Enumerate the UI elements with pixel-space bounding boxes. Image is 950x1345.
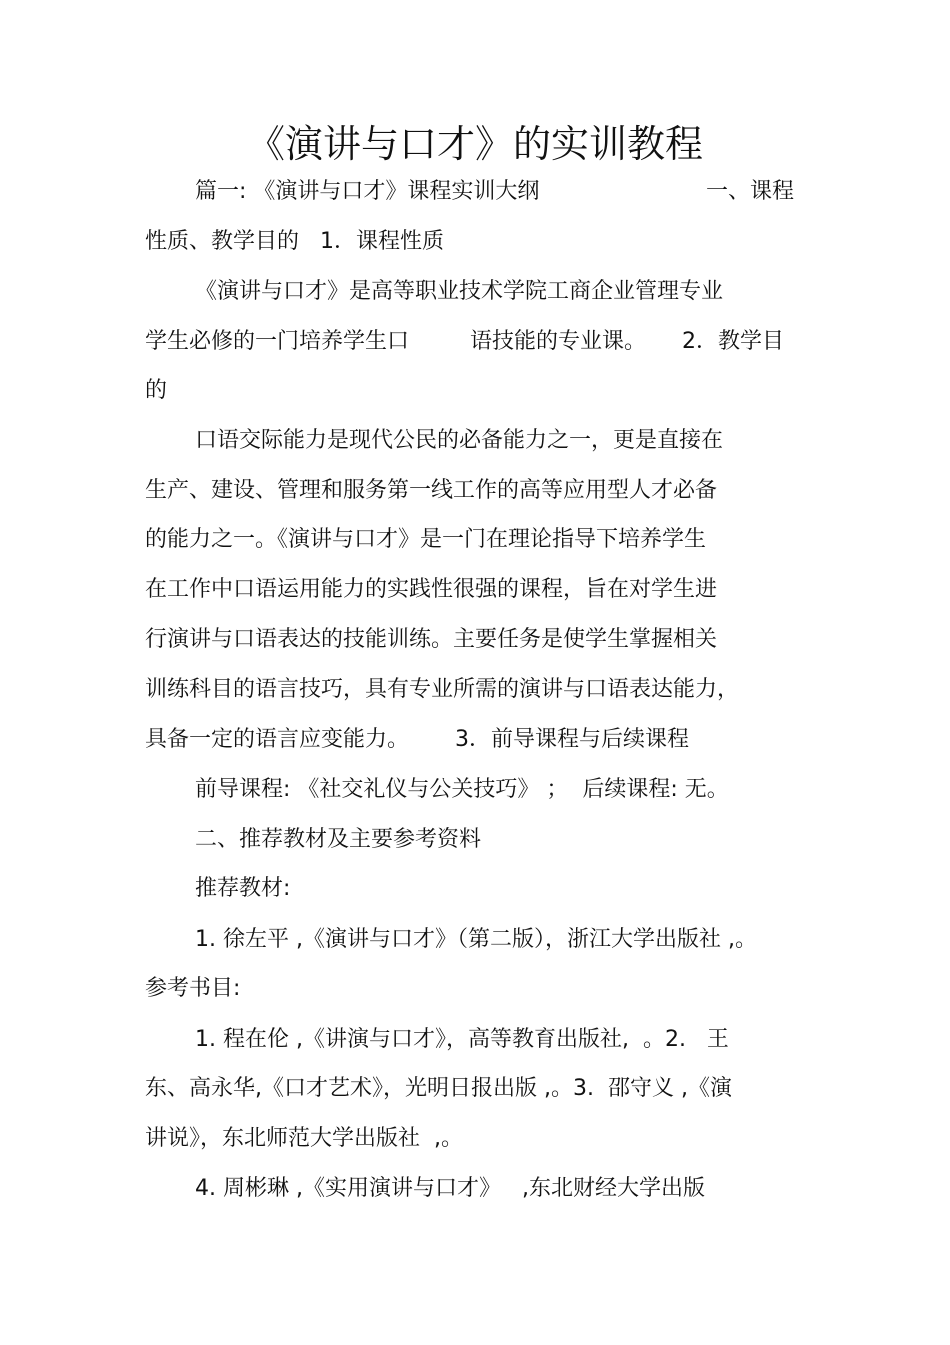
paragraph-line: 篇一: 《演讲与口才》课程实训大纲: [195, 179, 540, 204]
document-title: 《演讲与口才》的实训教程: [246, 122, 703, 166]
paragraph-line: 口语交际能力是现代公民的必备能力之一，更是直接在: [195, 428, 724, 453]
paragraph-line: 推荐教材:: [195, 876, 291, 901]
paragraph-line: 一、课程: [706, 179, 795, 204]
paragraph-line: 东、高永华,《口才艺术》，光明日报出版 ,。3. 邵守义 ,《演: [145, 1076, 732, 1101]
paragraph-line: 讲说》，东北师范大学出版社 ,。: [145, 1126, 463, 1151]
paragraph-line: 2．教学目: [682, 329, 784, 354]
paragraph-line: 行演讲与口语表达的技能训练。主要任务是使学生掌握相关: [145, 627, 718, 652]
paragraph-line: 在工作中口语运用能力的实践性很强的课程，旨在对学生进: [145, 577, 718, 602]
paragraph-line: 前导课程: 《社交礼仪与公关技巧》 ； 后续课程: 无。: [195, 777, 729, 802]
paragraph-line: 训练科目的语言技巧，具有专业所需的演讲与口语表达能力，: [145, 677, 740, 702]
paragraph-line: 1. 徐左平 ,《演讲与口才》（第二版），浙江大学出版社 ,。: [195, 927, 757, 952]
paragraph-line: 参考书目:: [145, 976, 241, 1001]
paragraph-line: 3．前导课程与后续课程: [455, 727, 689, 752]
paragraph-line: 《演讲与口才》是高等职业技术学院工商企业管理专业: [195, 279, 724, 304]
paragraph-line: 1. 程在伦 ,《讲演与口才》，高等教育出版社, 。2. 王: [195, 1027, 729, 1052]
paragraph-line: 性质、教学目的 1．课程性质: [145, 229, 444, 254]
paragraph-line: 4. 周彬琳 ,《实用演讲与口才》 ,东北财经大学出版: [195, 1176, 705, 1201]
paragraph-line: 的能力之一。《演讲与口才》是一门在理论指导下培养学生: [145, 527, 707, 552]
paragraph-line: 学生必修的一门培养学生口: [145, 329, 410, 354]
paragraph-line: 二、推荐教材及主要参考资料: [195, 827, 482, 852]
paragraph-line: 具备一定的语言应变能力。: [145, 727, 410, 752]
paragraph-line: 的: [145, 378, 168, 403]
paragraph-line: 生产、建设、管理和服务第一线工作的高等应用型人才必备: [145, 478, 718, 503]
paragraph-line: 语技能的专业课。: [470, 329, 647, 354]
